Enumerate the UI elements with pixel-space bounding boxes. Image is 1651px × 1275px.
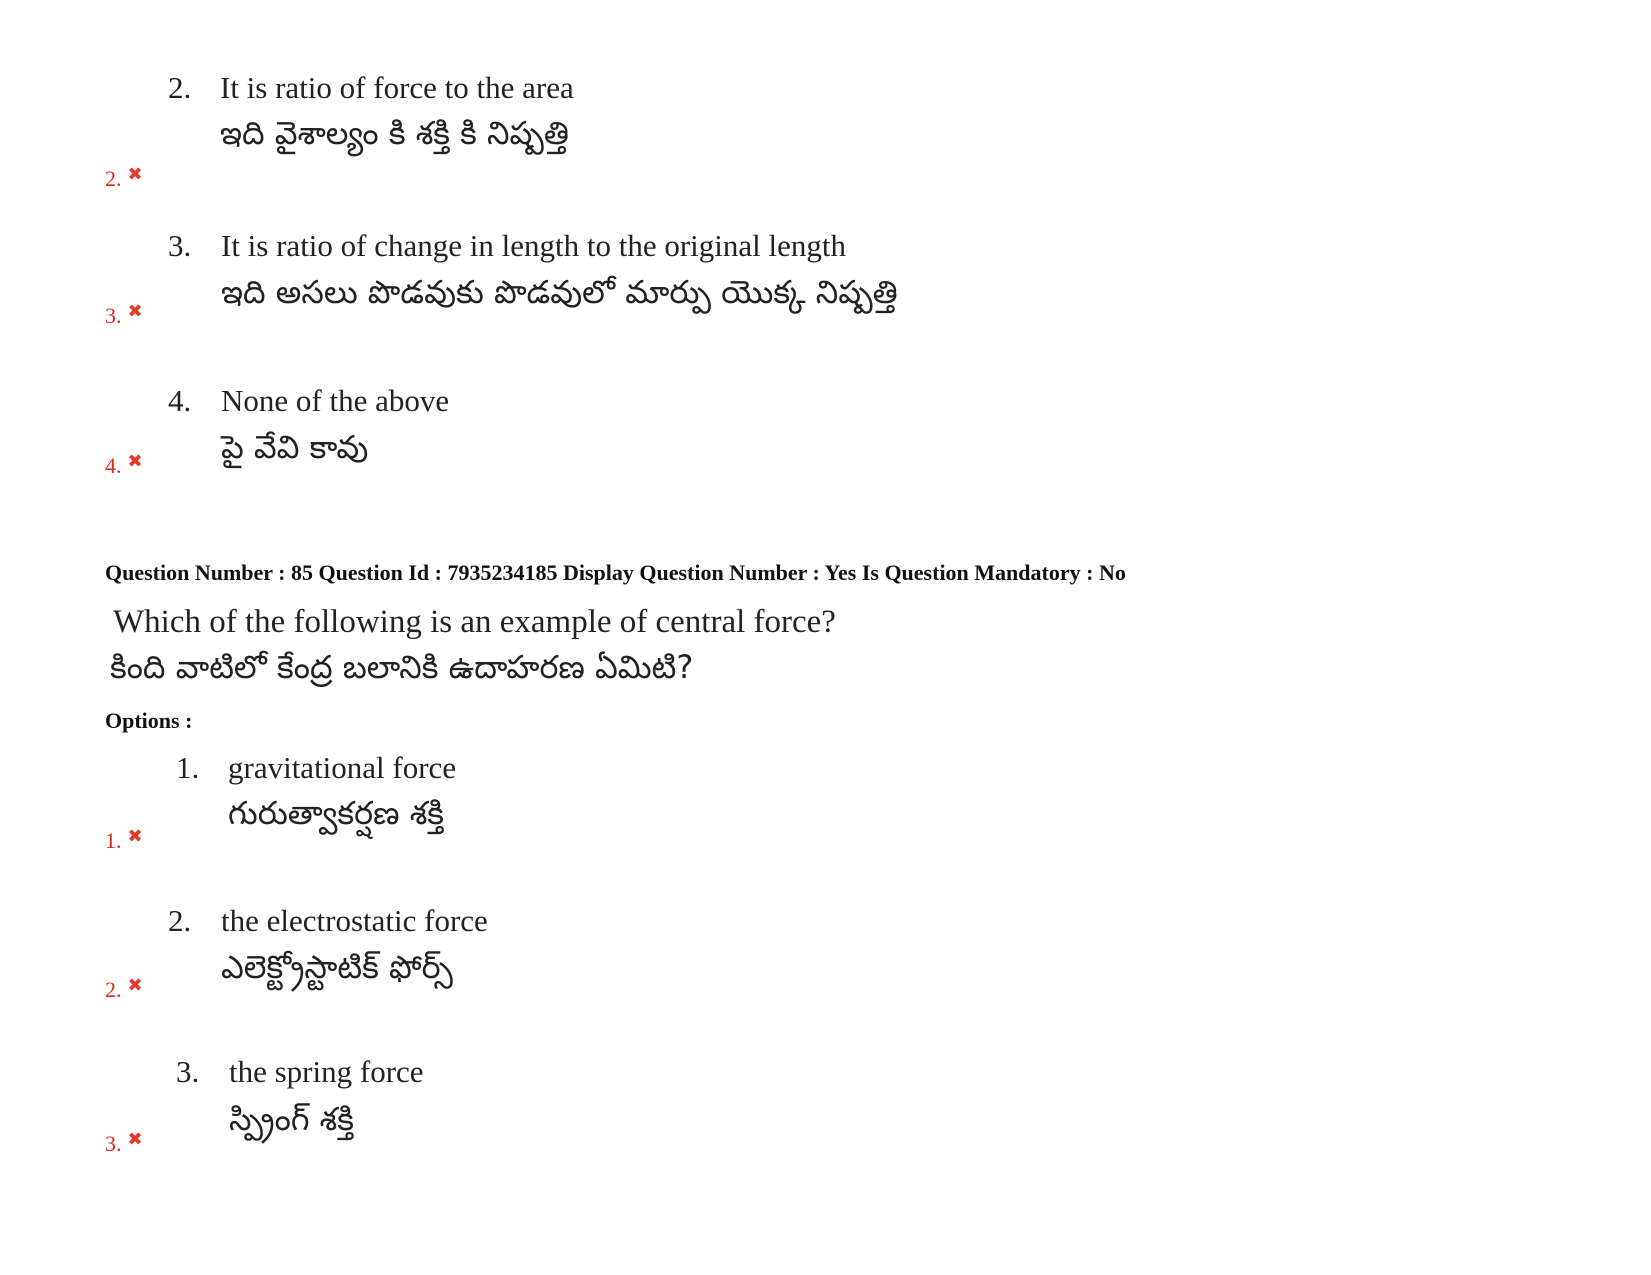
cross-icon: ✖ [127,1129,143,1150]
option-number: 3. [168,228,192,263]
option-marker: 2. ✖ [105,164,143,191]
option-text-english: the spring force [229,1054,424,1089]
option-text-telugu: స్ప్రింగ్ శక్తి [229,1100,354,1138]
option-marker: 4. ✖ [105,451,143,478]
option-text-telugu: ఎలెక్ట్రోస్టాటిక్ ఫోర్స్ [221,948,453,986]
option-text-english: gravitational force [228,750,457,785]
options-label: Options : [105,708,193,733]
option-number: 2. [168,70,192,105]
option-marker: 3. ✖ [105,1129,143,1156]
option-text-telugu: ఇది వైశాల్యం కి శక్తి కి నిష్పత్తి [220,114,569,152]
cross-icon: ✖ [127,975,143,996]
cross-icon: ✖ [127,826,143,847]
option-number: 2. [168,903,192,938]
option-text-english: None of the above [221,383,450,418]
cross-icon: ✖ [127,164,143,185]
option-text-telugu: పై వేవి కావు [221,428,369,466]
question-metadata: Question Number : 85 Question Id : 7935234185 Display Question Number : Yes Is Question Mandatory : No [105,560,1126,585]
option-number: 1. [176,750,200,785]
cross-icon: ✖ [127,301,143,322]
option-marker: 3. ✖ [105,301,143,328]
option-text-english: It is ratio of force to the area [220,70,574,105]
option-number: 3. [176,1054,200,1089]
option-text-english: the electrostatic force [221,903,488,938]
option-marker: 1. ✖ [105,826,143,853]
option-number: 4. [168,383,192,418]
question-text-telugu: కింది వాటిలో కేంద్ర బలానికి ఉదాహరణ ఏమిటి? [110,648,694,686]
option-text-telugu: ఇది అసలు పొడవుకు పొడవులో మార్పు యొక్క నిష్పత్తి [221,273,898,311]
option-text-english: It is ratio of change in length to the original length [221,228,847,263]
option-text-telugu: గురుత్వాకర్షణ శక్తి [228,794,444,832]
option-marker: 2. ✖ [105,975,143,1002]
cross-icon: ✖ [127,451,143,472]
question-text-english: Which of the following is an example of central force? [113,604,836,640]
